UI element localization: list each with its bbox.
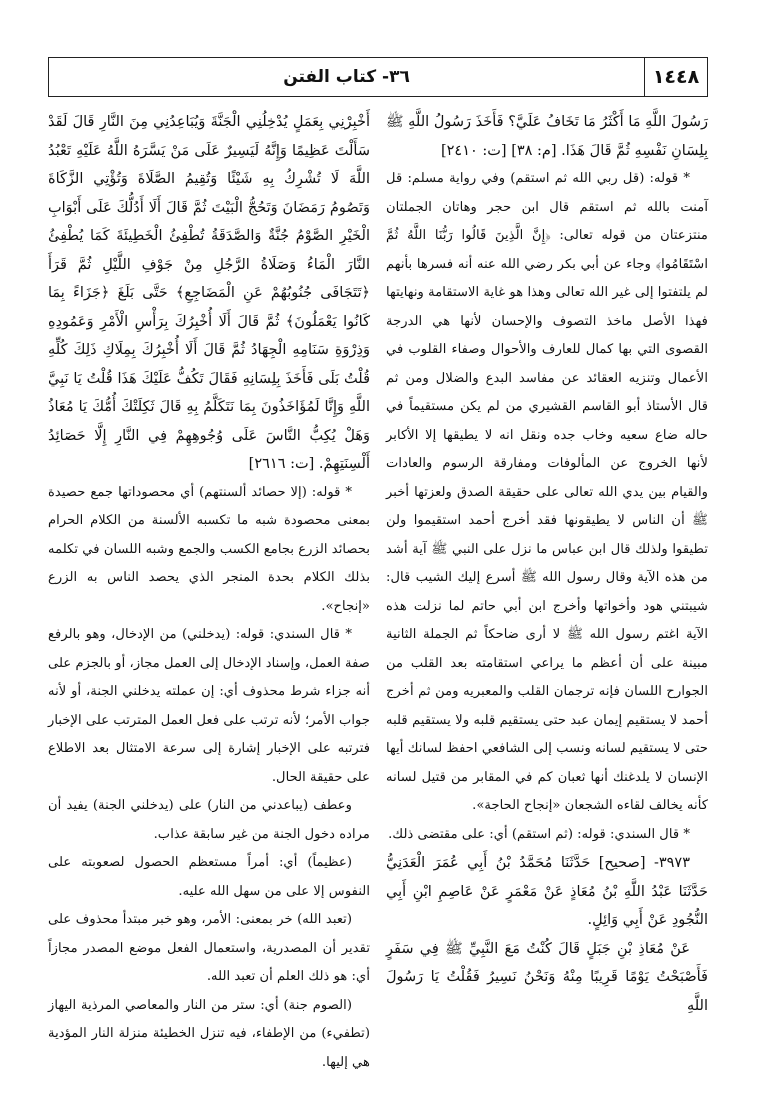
hadith-text: أَخْبِرْنِي بِعَمَلٍ يُدْخِلُنِي الْجَنَّةَ وَيُبَاعِدُنِي مِنَ النَّارِ قَالَ لَقَدْ سَأَلْتَ عَظِيمًا وَإِنَّهُ لَيَسِيرٌ عَلَى مَنْ يَسَّرَهُ اللَّهُ عَلَيْهِ تَعْبُدُ اللَّهَ لَا تُشْرِكُ بِهِ شَيْئًا وَتُقِيمُ الصَّلَاةَ وَتُؤْتِي الزَّكَاةَ وَتَصُومُ رَمَضَانَ وَتَحُجُّ الْبَيْتَ ثُمَّ قَالَ أَلَا أَدُلُّكَ عَلَى أَبْوَابِ الْخَيْرِ الصَّوْمُ جُنَّةٌ وَالصَّدَقَةُ تُطْفِئُ الْخَطِيئَةَ كَمَا يُطْفِئُ النَّارَ الْمَاءُ وَصَلَاةُ الرَّجُلِ مِنْ جَوْفِ اللَّيْلِ ثُمَّ قَرَأَ ﴿تَتَجَافَى جُنُوبُهُمْ عَنِ الْمَضَاجِعِ﴾ حَتَّى بَلَغَ ﴿جَزَاءً بِمَا كَانُوا يَعْمَلُونَ﴾ ثُمَّ قَالَ أَلَا أُخْبِرُكَ بِرَأْسِ الْأَمْرِ وَعَمُودِهِ وَذِرْوَةِ سَنَامِهِ الْجِهَادُ ثُمَّ قَالَ أَلَا أُخْبِرُكَ بِمِلَاكِ ذَلِكَ كُلِّهِ قُلْتُ بَلَى فَأَخَذَ بِلِسَانِهِ فَقَالَ تَكُفُّ عَلَيْكَ هَذَا قُلْتُ يَا نَبِيَّ اللَّهِ وَإِنَّا لَمُؤَاخَذُونَ بِمَا نَتَكَلَّمُ بِهِ قَالَ ثَكِلَتْكَ أُمُّكَ يَا مُعَاذُ وَهَلْ يُكِبُّ النَّاسَ عَلَى وُجُوهِهِمْ فِي النَّارِ إِلَّا حَصَائِدُ أَلْسِنَتِهِمْ. [ت: ٢٦١٦] xyxy=(48,114,370,472)
hadith-text: رَسُولَ اللَّهِ مَا أَكْثَرُ مَا تَخَافُ عَلَيَّ؟ فَأَخَذَ رَسُولُ اللَّهِ ﷺ بِلِسَانِ نَفْسِهِ ثُمَّ قَالَ هَذَا. [م: ٣٨] [ت: ٢٤١٠] xyxy=(386,114,708,159)
commentary-note: * قوله: (قل ربي الله ثم استقم) وفي رواية مسلم: قل آمنت بالله ثم استقم قال ابن حجر وهاتان الجملتان منتزعتان من قوله تعالى: ﴿إِنَّ الَّذِينَ قَالُوا رَبُّنَا اللَّهُ ثُمَّ اسْتَقَامُوا﴾ وجاء عن أبي بكر رضي الله عنه أنه فسرها بأنهم لم يلتفتوا إلى غير الله تعالى وهذا هو غاية الاستقامة ونهايتها فهذا الأصل ماخذ التصوف والإحسان لأنها هي الدرجة القصوى التي بها كمال للعارف والأحوال وصفاء القلوب في الأعمال وتنزيه العقائد عن مفاسد البدع والضلال ومن ثم قال الأستاذ أبو القاسم القشيري من لم يكن مستقيماً في حاله ضاع سعيه وخاب جده ونقل انه لا يطيقها إلا الأكابر لأنها الخروج عن المألوفات ومفارقة الرسوم والعادات والقيام بين يدي الله تعالى على حقيقة الصدق ولعزتها أخبر ﷺ أن الناس لا يطيقونها فقد أخرج أحمد استقيموا ولن تطيقوا ولذلك قال ابن عباس ما نزل على النبي ﷺ آية أشد من هذه الآية وقال رسول الله ﷺ أسرع إليك الشيب قال: شيبتني هود وأخواتها وأخرج ابن أبي حاتم لما نزلت هذه الآية اغتم رسول الله ﷺ لا أرى ضاحكاً ثم الجملة الثانية مبينة على أن أعظم ما يراعي استقامته بعد القلب من الجوارح اللسان فإنه ترجمان القلب والمعبريه ومن ثم أخرج أحمد لا يستقيم إيمان عبد حتى يستقيم قلبه ولا يستقيم قلبه حتى لا يستقيم لسانه ونسب إلى الشافعي احفظ لسانك أيها الإنسان لا يلدغنك أنها ثعبان كم في المقابر من قتيل لسانه كأنه يخالف لقاءه الشجعان «إنجاح الحاجة». xyxy=(386,171,708,813)
commentary-note: (الصوم جنة) أي: ستر من النار والمعاصي المرذية اليهاز (تطفيء) من الإطفاء، فيه تنزل الخطيئة منزلة النار المؤدية هي إليها. xyxy=(48,997,370,1070)
commentary-note: (تعبد الله) خر بمعنى: الأمر، وهو خبر مبتدأ محذوف على تقدير أن المصدرية، واستعمال الفعل موضع المصدر مجازاً أي: هو ذلك العلم أن تعبد الله. xyxy=(48,912,370,984)
page-header xyxy=(48,57,708,97)
commentary-note: * قال السندي: قوله: (يدخلني) من الإدخال، وهو بالرفع صفة العمل، وإسناد الإدخال إلى العمل مجاز، أو بالجزم على أنه جزاء شرط محذوف أي: إن عملته يدخلني الجنة، أو لأنه جواب الأمر؛ لأنه ترتب على فعل العمل المترتب على الإخبار فترتبه على الإخبار إشارة إلى سرعة الامتثال بعد الاطلاع على حقيقة الحال. xyxy=(48,627,370,785)
commentary-note: * قال السندي: قوله: (ثم استقم) أي: على مقتضى ذلك. xyxy=(388,826,690,842)
page-number: ١٤٤٨ xyxy=(644,58,707,96)
chapter-title: ٣٦- كتاب الفتن xyxy=(283,67,410,87)
commentary-note: * قوله: (إلا حصائد ألسنتهم) أي محصوداتها جمع حصيدة بمعنى محصودة شبه ما تكسبه الألسنة من الكلام الحرام بحصائد الزرع بجامع الكسب والجمع وشبه اللسان في تكلمه بذلك الكلام بحدة المنجر الذي يحصد الناس به الزرع «إنجاح». xyxy=(48,484,370,614)
right-column xyxy=(386,108,708,1020)
hadith-text: عَنْ مُعَاذِ بْنِ جَبَلٍ قَالَ كُنْتُ مَعَ النَّبِيِّ ﷺ فِي سَفَرٍ فَأَصْبَحْتُ يَوْمًا قَرِيبًا مِنْهُ وَنَحْنُ نَسِيرُ فَقُلْتُ يَا رَسُولَ اللَّهِ xyxy=(386,940,708,1014)
hadith-text: ٣٩٧٣- [صحيح] حَدَّثَنَا مُحَمَّدُ بْنُ أَبِي عُمَرَ الْعَدَنِيُّ حَدَّثَنَا عَبْدُ اللَّهِ بْنُ مُعَاذٍ عَنْ مَعْمَرٍ عَنْ عَاصِمِ ابْنِ أَبِي النُّجُودِ عَنْ أَبِي وَائِلٍ. xyxy=(386,855,708,928)
commentary-note: وعطف (يباعدني من النار) على (يدخلني الجنة) يفيد أن مراده دخول الجنة من غير سابقة عذاب. xyxy=(48,798,370,842)
left-column xyxy=(48,108,370,1077)
commentary-note: (عظيماً) أي: أمراً مستعظم الحصول لصعوبته على النفوس إلا على من سهل الله عليه. xyxy=(48,855,370,899)
